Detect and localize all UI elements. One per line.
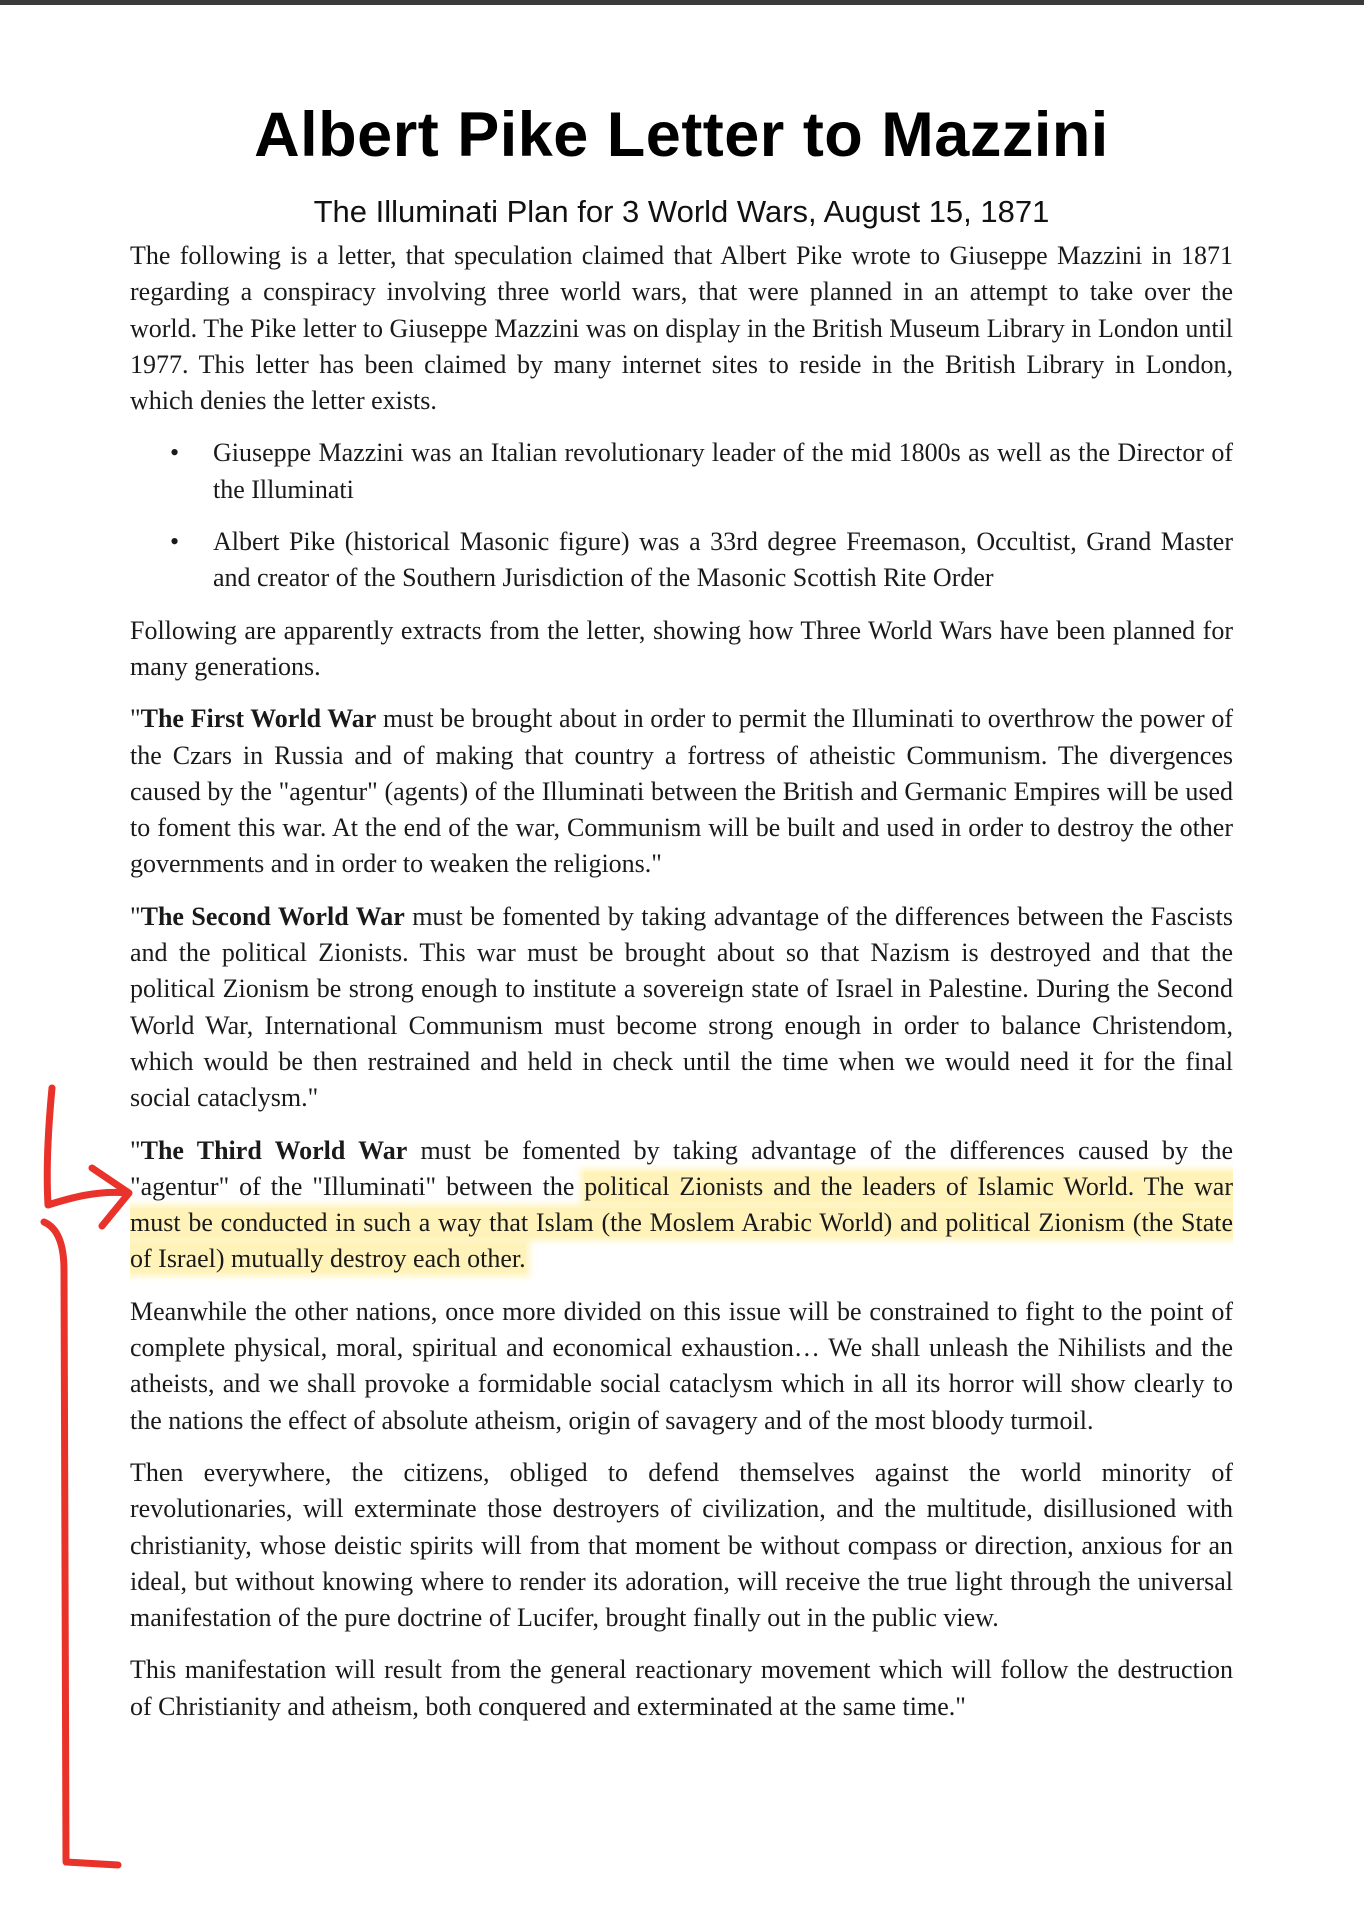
document-page [130,95,1233,1741]
window-top-border [0,0,1364,5]
red-curve-arrow-stroke [47,1088,128,1205]
intro-paragraph: The following is a letter, that speculation claimed that Albert Pike wrote to Giuseppe Mazzini in 1871 regarding a conspiracy involving three world wars, that were planned in an attempt to take over the world. The Pike letter to Giuseppe Mazzini was on display in the British Museum Library in London until 1977. This letter has been claimed by many internet sites to reside in the British Library in London, which denies the letter exists. [130,241,1233,416]
meanwhile-paragraph: Meanwhile the other nations, once more divided on this issue will be constrained to fight to the point of complete physical, moral, spiritual and economical exhaustion… We shall unleash the Nihilists and the atheists, and we shall provoke a formidable social cataclysm which in all its horror will show clearly to the nations the effect of absolute atheism, origin of savagery and of the most bloody turmoil. [130,1296,1233,1435]
open-quote: " [130,901,141,931]
bullet-marker: • [170,527,180,557]
second-world-war-text: must be fomented by taking advantage of the differences between the Fascists and the political Zionists. This war must be brought about so that Nazism is destroyed and that the political Zionism be strong enough to institute a sovereign state of Israel in Palestine. During the Second World War, International Communism must become strong enough in order to balance Christendom, which would be then restrained and held in check until the time when we would need it for the final social cataclysm." [130,901,1233,1113]
first-world-war-heading: The First World War [140,704,377,734]
third-world-war-paragraph [130,1133,1233,1278]
first-world-war-paragraph [130,701,1233,882]
page-title: Albert Pike Letter to Mazzini [254,100,1109,170]
open-quote: " [130,704,141,734]
list-item [170,435,1233,508]
red-vertical-line [44,1222,66,1860]
red-arrowhead [92,1168,129,1226]
bullet-text-pike: Albert Pike (historical Masonic figure) was a 33rd degree Freemason, Occultist, Grand Master and creator of the Southern Jurisdiction of the Masonic Scottish Rite Order [213,527,1233,593]
highlighted-passage: political Zionists and the leaders of Islamic World. The war must be conducted in such a way that Islam (the Moslem Arabic World) and political Zionism (the State of Israel) mutually destroy each other. [130,1171,1233,1274]
red-bottom-tick [66,1862,118,1865]
bullet-marker: • [170,438,180,468]
manifestation-paragraph: This manifestation will result from the general reactionary movement which will follow the destruction of Christianity and atheism, both conquered and exterminated at the same time." [130,1655,1233,1721]
first-world-war-text: must be brought about in order to permit the Illuminati to overthrow the power of the Czars in Russia and of making that country a fortress of atheistic Communism. The divergences caused by the "agentur" (agents) of the Illuminati between the British and Germanic Empires will be used to foment this war. At the end of the war, Communism will be built and used in order to destroy the other governments and in order to weaken the religions." [130,704,1233,879]
bullet-list [130,435,1233,596]
third-world-war-heading: The Third World War [140,1135,408,1165]
second-world-war-heading: The Second World War [140,901,405,931]
bullet-text-mazzini: Giuseppe Mazzini was an Italian revolutionary leader of the mid 1800s as well as the Director of the Illuminati [213,438,1233,504]
following-paragraph: Following are apparently extracts from the letter, showing how Three World Wars have been planned for many generations. [130,615,1233,681]
page-subtitle: The Illuminati Plan for 3 World Wars, August 15, 1871 [313,194,1050,229]
list-item [170,524,1233,597]
third-world-war-text: must be fomented by taking advantage of the differences caused by the "agentur" of the "Illuminati" between the [130,1135,1233,1201]
second-world-war-paragraph [130,899,1233,1117]
then-paragraph: Then everywhere, the citizens, obliged to defend themselves against the world minority of revolutionaries, will exterminate those destroyers of civilization, and the multitude, disillusioned with christianity, whose deistic spirits will from that moment be without compass or direction, anxious for an ideal, but without knowing where to render its adoration, will receive the true light through the universal manifestation of the pure doctrine of Lucifer, brought finally out in the public view. [130,1457,1233,1633]
open-quote: " [130,1135,141,1165]
